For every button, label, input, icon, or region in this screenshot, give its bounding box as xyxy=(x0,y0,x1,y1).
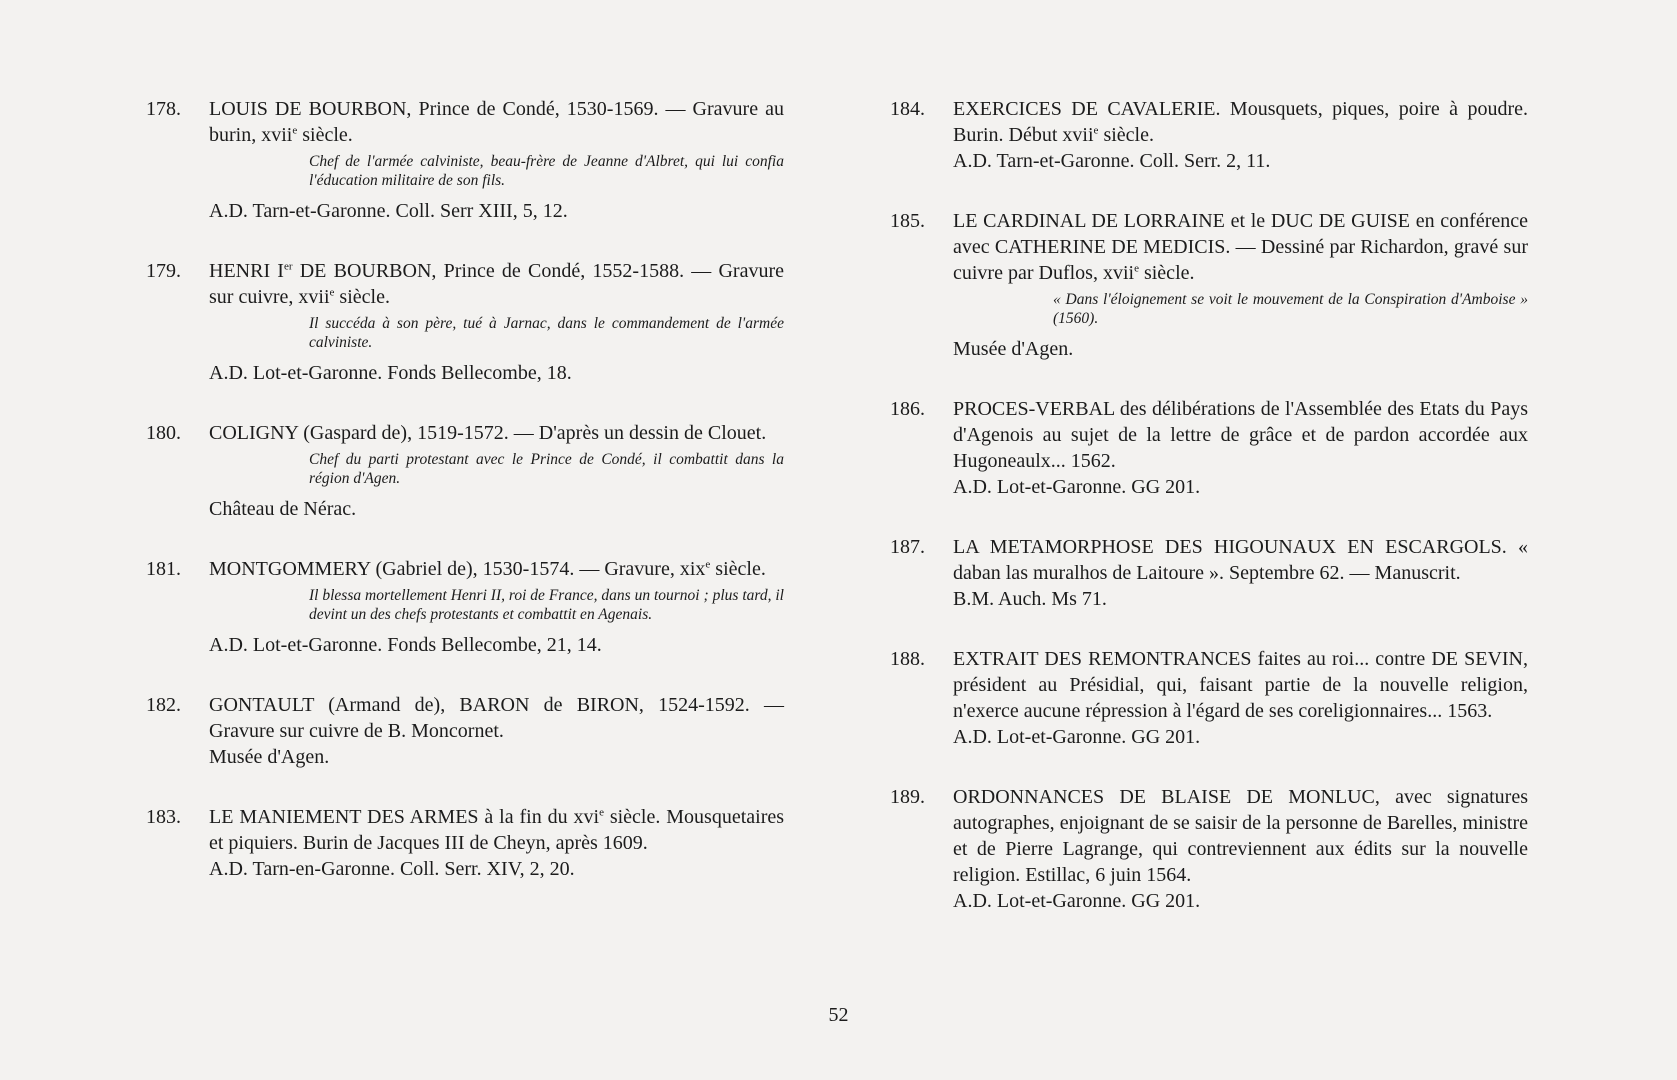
right-column xyxy=(890,96,1528,948)
entry-number: 184. xyxy=(890,98,925,120)
left-column xyxy=(146,96,784,916)
catalog-entry-180 xyxy=(146,420,784,522)
entry-title: LOUIS DE BOURBON, Prince de Condé, 1530-1569. — Gravure au burin, xvii$^e$ siècle. xyxy=(209,98,784,146)
entry-source: A.D. Lot-et-Garonne. GG 201. xyxy=(953,726,1201,748)
entry-source: A.D. Tarn-en-Garonne. Coll. Serr. XIV, 2, 20. xyxy=(209,858,575,880)
entry-number: 178. xyxy=(146,98,181,120)
entry-title: PROCES-VERBAL des délibérations de l'Assemblée des Etats du Pays d'Agenois au sujet de la lettre de grâce et de pardon accordée aux Hugoneaulx... 1562. xyxy=(953,398,1528,472)
catalog-entry-179 xyxy=(146,258,784,386)
entry-title: LE MANIEMENT DES ARMES à la fin du xvi$^e$ siècle. Mousquetaires et piquiers. Burin de Jacques III de Cheyn, après 1609. xyxy=(209,806,785,854)
catalog-entry-187 xyxy=(890,534,1528,612)
catalog-entry-183 xyxy=(146,804,784,882)
entry-number: 182. xyxy=(146,694,181,716)
entry-source: Musée d'Agen. xyxy=(209,746,330,768)
catalog-entry-185 xyxy=(890,208,1528,362)
entry-source: A.D. Lot-et-Garonne. Fonds Bellecombe, 18. xyxy=(209,362,572,384)
entry-number: 185. xyxy=(890,210,925,232)
catalog-entry-181 xyxy=(146,556,784,658)
entry-source: B.M. Auch. Ms 71. xyxy=(953,588,1107,610)
catalog-entry-189 xyxy=(890,784,1528,914)
entry-source: A.D. Tarn-et-Garonne. Coll. Serr XIII, 5, 12. xyxy=(209,200,568,222)
catalog-entry-178 xyxy=(146,96,784,224)
entry-note: « Dans l'éloignement se voit le mouvement de la Conspiration d'Amboise » (1560). xyxy=(1053,291,1528,327)
entry-source: A.D. Lot-et-Garonne. GG 201. xyxy=(953,890,1201,912)
entry-title: HENRI Ier DE BOURBON, Prince de Condé, 1552-1588. — Gravure sur cuivre, xvii$^e$ siècle. xyxy=(209,260,785,308)
entry-number: 179. xyxy=(146,260,181,282)
entry-note: Il blessa mortellement Henri II, roi de France, dans un tournoi ; plus tard, il devint un des chefs protestants et combattit en Agenais. xyxy=(309,587,784,623)
catalog-entry-184 xyxy=(890,96,1528,174)
entry-note: Chef de l'armée calviniste, beau-frère de Jeanne d'Albret, qui lui confia l'éducation militaire de son fils. xyxy=(309,153,784,189)
entry-number: 188. xyxy=(890,648,925,670)
entry-number: 186. xyxy=(890,398,925,420)
entry-number: 183. xyxy=(146,806,181,828)
catalog-entry-182 xyxy=(146,692,784,770)
entry-title: ORDONNANCES DE BLAISE DE MONLUC, avec signatures autographes, enjoignant de se saisir de la personne de Barelles, ministre et de Pierre Lagrange, qui contreviennent aux édits sur la nouvelle religion. Estillac, 6 juin 1564. xyxy=(953,786,1528,886)
entry-title: LE CARDINAL DE LORRAINE et le DUC DE GUISE en conférence avec CATHERINE DE MEDICIS. — Dessiné par Richardon, gravé sur cuivre par Duflos, xvii$^e$ siècle. xyxy=(953,210,1528,284)
entry-title: COLIGNY (Gaspard de), 1519-1572. — D'après un dessin de Clouet. xyxy=(209,422,767,444)
entry-title: EXERCICES DE CAVALERIE. Mousquets, piques, poire à poudre. Burin. Début xvii$^e$ siècle. xyxy=(953,98,1528,146)
entry-source: A.D. Tarn-et-Garonne. Coll. Serr. 2, 11. xyxy=(953,150,1271,172)
catalog-entry-188 xyxy=(890,646,1528,750)
entry-number: 189. xyxy=(890,786,925,808)
entry-title: LA METAMORPHOSE DES HIGOUNAUX EN ESCARGOLS. « daban las muralhos de Laitoure ». Septembre 62. — Manuscrit. xyxy=(953,536,1528,584)
catalog-entry-186 xyxy=(890,396,1528,500)
entry-number: 181. xyxy=(146,558,181,580)
entry-title: GONTAULT (Armand de), BARON de BIRON, 1524-1592. — Gravure sur cuivre de B. Moncornet. xyxy=(209,694,784,742)
entry-note: Chef du parti protestant avec le Prince de Condé, il combattit dans la région d'Agen. xyxy=(309,451,784,487)
entry-title: EXTRAIT DES REMONTRANCES faites au roi... contre DE SEVIN, président au Présidial, qui, faisant partie de la nouvelle religion, n'exerce aucune répression à l'égard de ses coreligionnaires... 1563. xyxy=(953,648,1528,722)
entry-source: A.D. Lot-et-Garonne. GG 201. xyxy=(953,476,1201,498)
entry-title: MONTGOMMERY (Gabriel de), 1530-1574. — Gravure, xix$^e$ siècle. xyxy=(209,558,766,580)
entry-source: A.D. Lot-et-Garonne. Fonds Bellecombe, 21, 14. xyxy=(209,634,602,656)
entry-note: Il succéda à son père, tué à Jarnac, dans le commandement de l'armée calviniste. xyxy=(309,315,784,351)
entry-number: 187. xyxy=(890,536,925,558)
entry-number: 180. xyxy=(146,422,181,444)
entry-source: Château de Nérac. xyxy=(209,498,357,520)
page-number: 52 xyxy=(828,1004,849,1026)
entry-source: Musée d'Agen. xyxy=(953,338,1074,360)
